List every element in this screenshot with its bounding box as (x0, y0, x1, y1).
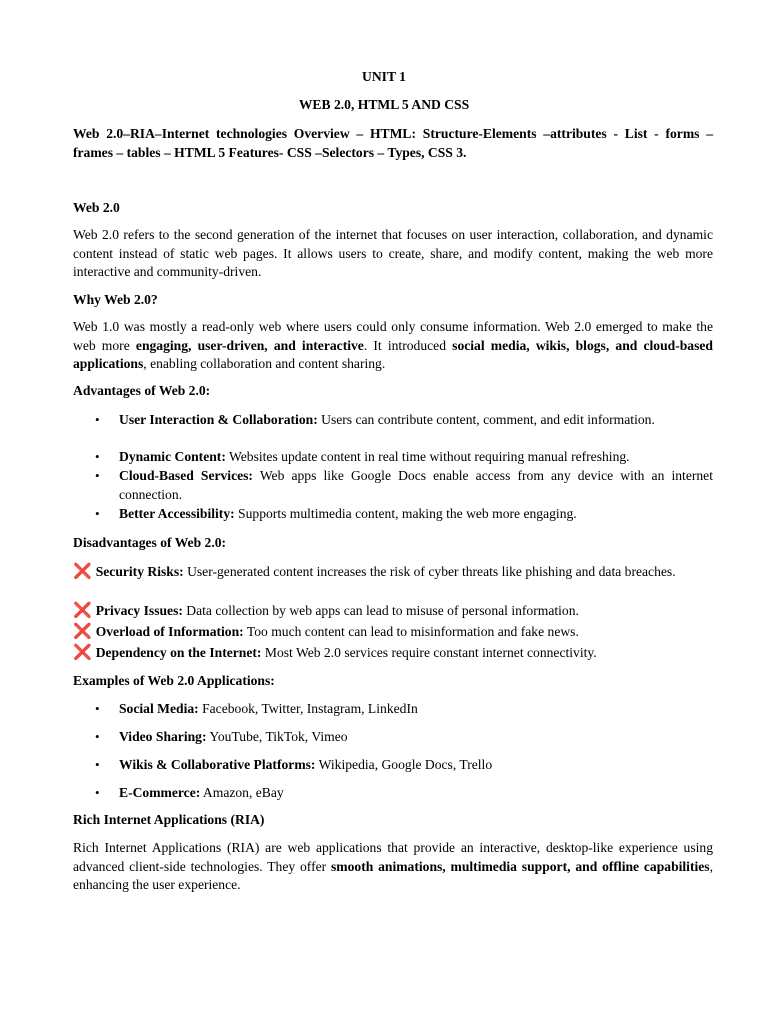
bullet-icon: • (95, 757, 100, 772)
bullet-icon: • (95, 449, 100, 464)
section-heading-ria: Rich Internet Applications (RIA) (73, 812, 265, 827)
cross-mark-icon: ❌ (73, 562, 92, 580)
why-paragraph: Web 1.0 was mostly a read-only web where users could only consume information. Web 2.0 emerged to make the web more engaging, user-driven, and interactive. It introduced social media, wikis, blogs, and cloud-based applications, enabling collaboration and content sharing. (73, 319, 713, 371)
list-item: ❌ Privacy Issues: Data collection by web apps can lead to misuse of personal information. (73, 601, 579, 619)
list-item: ❌ Dependency on the Internet: Most Web 2.0 services require constant internet connectivity. (73, 643, 597, 661)
section-heading-examples: Examples of Web 2.0 Applications: (73, 673, 275, 688)
bullet-icon: • (95, 412, 100, 427)
cross-mark-icon: ❌ (73, 601, 92, 619)
bullet-icon: • (95, 468, 100, 483)
document-page: UNIT 1 WEB 2.0, HTML 5 AND CSS Web 2.0–RIA–Internet technologies Overview – HTML: Structure-Elements –attributes - List - forms – frames – tables – HTML 5 Features- CSS –Selectors – Types, CSS 3. Web 2.0 Web 2.0 refers to the second generation of the internet that focuses on user interaction, collaboration, and dynamic content instead of static web pages. It allows users to create, share, and modify content, making the web more interactive and community-driven. Why Web 2.0? Web 1.0 was mostly a read-only web where users could only consume information. Web 2.0 emerged to make the web more engaging, user-driven, and interactive. It introduced social media, wikis, blogs, and cloud-based applications, enabling collaboration and content sharing. Advantages of Web 2.0: • User Interaction & Collaboration: Users can contribute content, comment, and edit information. • Dynamic Content: Websites update content in real time without requiring manual refreshing. • Cloud-Based Services: Web apps like Google Docs enable access from any device with an internet connection. • Better Accessibility: Supports multimedia content, making the web more engaging. Disadvantages of Web 2.0: ❌ Security Risks: User-generated content increases the risk of cyber threats like phishing and data breaches. ❌ Privacy Issues: Data collection by web apps can lead to misuse of personal information. ❌ Overload of Information: Too much content can lead to misinformation and fake news. ❌ Dependency on the Internet: Most Web 2.0 services require constant internet connectivity. Examples of Web 2.0 Applications: • Social Media: Facebook, Twitter, Instagram, LinkedIn • Video Sharing: YouTube, TikTok, Vimeo • Wikis & Collaborative Platforms: Wikipedia, Google Docs, Trello • E-Commerce: Amazon, eBay Rich Internet Applications (RIA) Rich Internet Applications (RIA) are web applications that provide an interactive, desktop-like experience using advanced client-side technologies. They offer smooth animations, multimedia support, and offline capabilities, enhancing the user experience. (0, 0, 768, 1024)
syllabus-overview: Web 2.0–RIA–Internet technologies Overview – HTML: Structure-Elements –attributes - List - forms – frames – tables – HTML 5 Features- CSS –Selectors – Types, CSS 3. (73, 126, 713, 160)
ria-paragraph: Rich Internet Applications (RIA) are web applications that provide an interactive, desktop-like experience using advanced client-side technologies. They offer smooth animations, multimedia support, and offline capabilities, enhancing the user experience. (73, 840, 713, 892)
unit-title: WEB 2.0, HTML 5 AND CSS (298, 97, 470, 112)
bullet-icon: • (95, 506, 100, 521)
list-item: ❌ Security Risks: User-generated content increases the risk of cyber threats like phishing and data breaches. (73, 562, 676, 580)
list-item: ❌ Overload of Information: Too much content can lead to misinformation and fake news. (73, 622, 579, 640)
section-heading-disadvantages: Disadvantages of Web 2.0: (73, 535, 227, 550)
cross-mark-icon: ❌ (73, 643, 92, 661)
web20-paragraph: Web 2.0 refers to the second generation of the internet that focuses on user interaction, collaboration, and dynamic content instead of static web pages. It allows users to create, share, and modify content, making the web more interactive and community-driven. (73, 227, 713, 279)
section-heading-why: Why Web 2.0? (73, 292, 158, 307)
bullet-icon: • (95, 701, 100, 716)
section-heading-web20: Web 2.0 (73, 200, 120, 215)
cross-mark-icon: ❌ (73, 622, 92, 640)
bullet-icon: • (95, 729, 100, 744)
bullet-icon: • (95, 785, 100, 800)
section-heading-advantages: Advantages of Web 2.0: (73, 383, 211, 398)
unit-label: UNIT 1 (362, 69, 406, 84)
